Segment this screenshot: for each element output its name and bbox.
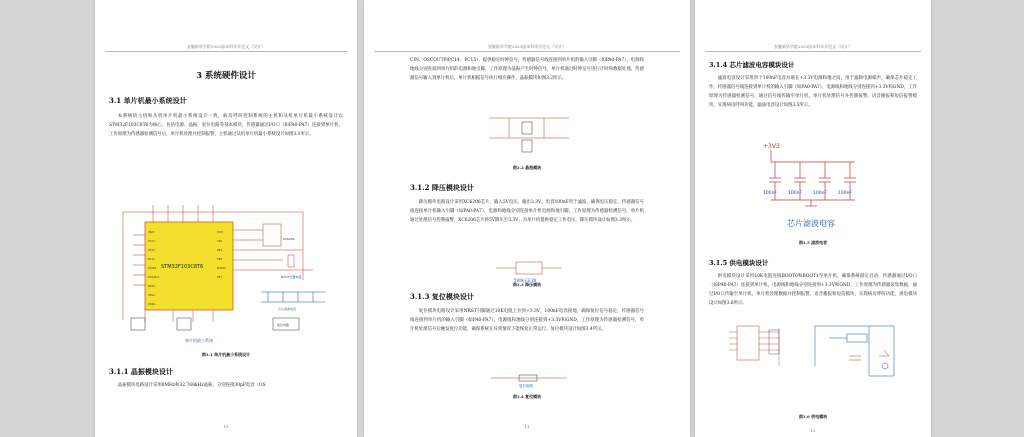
svg-text:VBAT: VBAT [148,231,155,234]
section-heading-3-1: 3.1 单片机最小系统设计 [109,96,187,105]
figure-caption-3-2: 图3.2 晶振模块 [512,165,542,170]
section-heading-3-1-3: 3.1.3 复位模块设计 [410,292,474,301]
mcu-chip-label: STM32F103C8T6 [161,264,204,270]
paragraph-3-1-3: 复位模块电路设计采用NRST引脚通过10K电阻上拉到+3.3V，100nF电容接地，确保复位信号稳定，传感器信号线连接到单片机的输入引脚（如PA0-PA7），电源线和地线分别连接到+3.3V和GND，工作原理为传感器检测信号，单片机处理信号后触发复位功能，确保系统在异常情况下能恢复正常运行，复位模块设计如图3.4所示。 [410,309,644,332]
figure-caption-3-6: 图3.6 供电模块 [798,414,828,419]
figure-title: 单片机最小系统 [185,338,213,343]
vcc-label: +3V3 [763,143,780,150]
section-heading-3-1-2: 3.1.2 降压模块设计 [410,183,474,192]
paragraph-oscillator-cont: CIN、OSCOUT和PC14、PC15），提供稳定时钟信号，传感器信号线连接到单片机的输入引脚（如PA0-PA7），电源和地线分别连接到单片机的电源和地引脚，工作原理为晶振产生时钟信号，单片机通过时钟信号进行计时和数据处理，传感器信号输入到单片机后，单片机根据信号执行相应操作，晶振模块如图3.2所示。 [410,58,644,81]
filter-capacitor-figure [755,140,875,236]
svg-text:PC13: PC13 [148,240,155,243]
paragraph-3-1-4: 滤波电容设计采用四个100nF电容并联在+3.3V电源和地之间，用于滤除电源噪声，确保芯片稳定工作，传感器信号线连接到单片机的输入引脚（如PA0-PA7），电源线和地线分别连接到+3.3V和GND，工作原理为传感器检测信号，通过信号线传输至单片机，单片机处理信号并控制报警，语音播报和短信报警模块，实现病房呼叫功能，滤波电容设计如图3.5所示。 [709,76,917,108]
reset-circuit-label: 复位电路 [277,323,290,327]
chapter-title: 3 系统硬件设计 [196,71,256,81]
figure-caption-3-4: 图3.4 复位模块 [512,394,542,399]
page-header: 安徽新华学院2023届本科毕业论文（设计） [105,44,347,52]
reset-figure [489,372,569,392]
svg-text:VDD: VDD [217,231,223,234]
svg-text:PB7: PB7 [217,276,222,279]
page-header: 安徽新华学院2023届本科毕业论文（设计） [374,44,680,52]
section-heading-3-1-5: 3.1.5 供电模块设计 [709,259,769,267]
cap-value-4: 100nF [838,191,853,196]
document-page-2 [364,0,690,437]
section-heading-3-1-4: 3.1.4 芯片滤波电容模块设计 [709,61,795,69]
figure-caption-3-5: 图3.5 滤波电容 [798,240,828,245]
reset-figure-label: 复位电路 [519,384,533,388]
svg-text:PC15: PC15 [148,258,155,261]
paragraph-3-1-5: 供电模块设计采用10K电阻连接BOOT0和BOOT1至单片机，确保系统稳定启动，传感器通过I/O口（如PA0-PA7）连接到单片机，电源线和地线分别连接到+3.3V和GND，工作原理为传感器采集数据，通过I/O口传输至单片机，单片机处理数据并控制报警、语音播报和短信模块，实现病房呼叫功能，供电模块设计如图3.6所示。 [709,274,917,306]
oscillator-figure [484,108,574,158]
mcu-minimum-system-figure [113,200,339,350]
cap-value-3: 100nF [813,191,828,196]
page-number: 11 [524,424,530,429]
page-number: 12 [810,428,816,433]
power-supply-figure [719,316,909,406]
figure-caption-3-3: 图3.3 降压模块 [512,282,542,287]
svg-text:PB8: PB8 [217,258,222,261]
cap-value-2: 100nF [788,191,803,196]
cap-value-1: 100nF [763,191,778,196]
section-heading-3-1-1: 3.1.1 晶振模块设计 [109,367,173,376]
paragraph-3-1-1: 晶振模块电路设计采用8MHz和32.768kHz晶振，分别连接30pF电容（OS [117,383,266,388]
ldo-figure-label: 5V降压3.3V [514,278,537,283]
svg-text:OSCIN: OSCIN [148,267,157,270]
svg-text:PB9: PB9 [217,249,222,252]
page-header: 安徽新华学院2023届本科毕业论文（设计） [705,44,921,52]
filter-cap-label: 芯片滤波电容 [278,307,297,311]
svg-text:OSCOUT: OSCOUT [148,276,160,279]
figure-caption-3-1: 图3.1 单片机最小系统设计 [201,352,251,357]
svg-text:BOOT0: BOOT0 [217,267,227,270]
document-page-1 [95,0,357,437]
filter-cap-title: 芯片滤波电容 [787,219,835,228]
page-number: 10 [223,424,229,429]
svg-text:NRST: NRST [148,285,155,288]
svg-text:VSSA: VSSA [148,294,155,297]
document-page-3 [695,0,931,437]
boot-circuit-label: BOOT设置电路 [281,275,302,279]
paragraph-3-1-2: 降压模块电路设计采用XC6206芯片，输入5V电压，输出3.3V，电容100nF用于滤波，确保电压稳定，传感器信号线连接单片机输入引脚（如PA0-PA7），电源和地线分别连接单片机电源和地引脚，工作原理为传感器检测信号，单片机通过处理信号控制报警，XC6206芯片将5V降压至3.3V，为单片机提供稳定工作电压，降压模块设计如图3.3所示。 [410,200,644,223]
svg-text:VSS: VSS [217,240,223,243]
paragraph-3-1: 本系统的主机和从机单片机最小系统设计一致，病房呼叫控制系统的主机和从机单片机最小系统设计以STM32F103C8T6为核心，包括电源、晶振、复位电路等基本模块，传感器通过I/O口（如PA0-PA7）连接到单片机，工作原理为传感器检测信号后，单片机处理并控制报警，主机通过从机单片机最小系统设计如图3.1所示。 [109,114,343,137]
ldo-label: XC6206 [283,237,295,241]
svg-text:VDDA: VDDA [148,303,156,306]
svg-text:PC14: PC14 [148,249,155,252]
